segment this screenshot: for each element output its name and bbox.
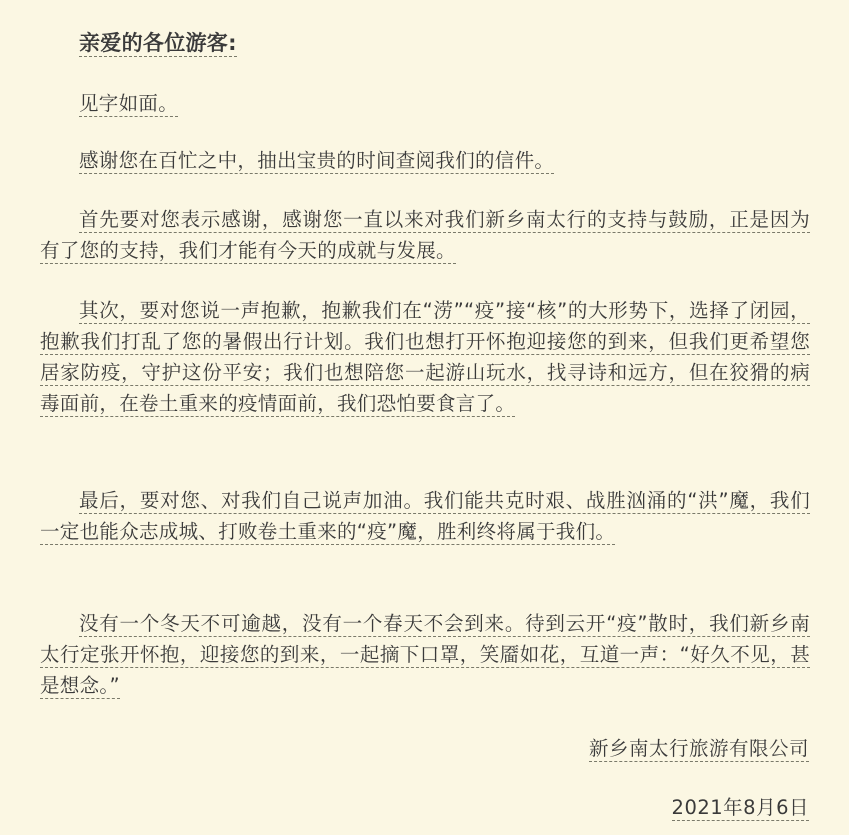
paragraph-text: 首先要对您表示感谢，感谢您一直以来对我们新乡南太行的支持与鼓励，正是因为有了您的支持，我们才能有今天的成就与发展。 [40,208,810,262]
letter-date [672,792,809,823]
greeting-text: 亲爱的各位游客: [79,31,237,55]
paragraph-text: 见字如面。 [79,92,179,115]
paragraph-text: 感谢您在百忙之中，抽出宝贵的时间查阅我们的信件。 [79,149,555,172]
paragraph-thanks-reading [40,145,810,176]
date-text: 2021年8月6日 [671,796,809,819]
paragraph-text: 其次，要对您说一声抱歉，抱歉我们在“涝”“疫”接“核”的大形势下，选择了闭园，抱歉我们打乱了您的暑假出行计划。我们也想打开怀抱迎接您的到来，但我们更希望您居家防疫，守护这份平安；我们也想陪您一起游山玩水，找寻诗和远方，但在狡猾的病毒面前，在卷土重来的疫情面前，我们恐怕要食言了。 [40,299,810,415]
paragraph-opening [40,88,810,119]
paragraph-closing [40,608,810,701]
signature-text: 新乡南太行旅游有限公司 [588,737,809,760]
paragraph-gratitude [40,204,810,266]
letter-greeting [40,28,810,59]
signature-company [589,733,809,764]
paragraph-text: 最后，要对您、对我们自己说声加油。我们能共克时艰、战胜汹涌的“洪”魔，我们一定也能众志成城、打败卷土重来的“疫”魔，胜利终将属于我们。 [40,489,810,543]
paragraph-text: 没有一个冬天不可逾越，没有一个春天不会到来。待到云开“疫”散时，我们新乡南太行定张开怀抱，迎接您的到来，一起摘下口罩，笑靥如花，互道一声：“好久不见，甚是想念。” [40,612,810,697]
paragraph-encouragement [40,485,810,547]
paragraph-apology [40,295,810,419]
